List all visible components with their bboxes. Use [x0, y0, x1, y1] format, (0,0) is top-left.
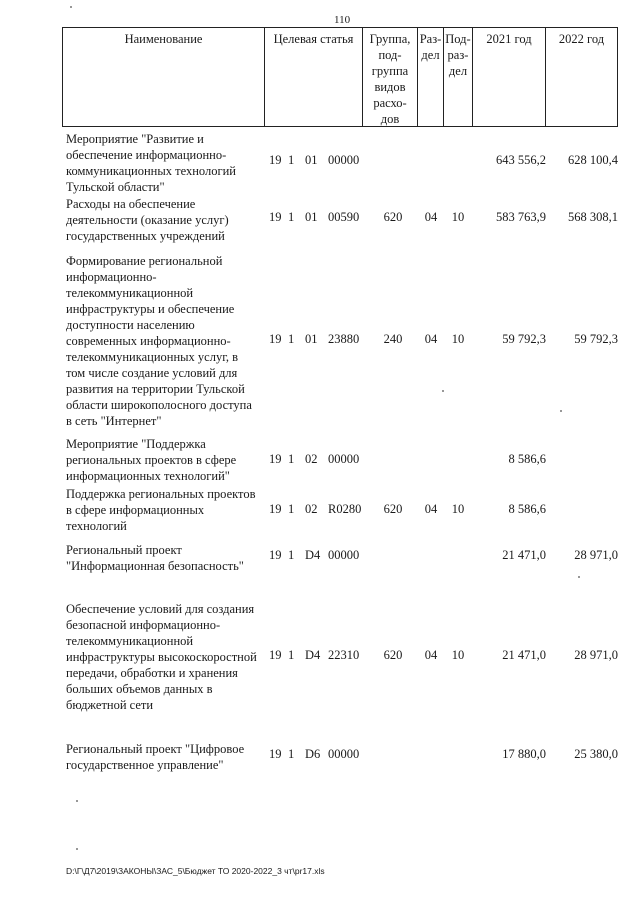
row-target-subprogram: 1: [288, 648, 295, 662]
file-path-footer: D:\Г\Д7\2019\ЗАКОНЫ\ЗАС_5\Бюджет ТО 2020-2022_3 чт\pr17.xls: [66, 866, 325, 876]
row-section: 04: [424, 648, 438, 662]
row-name: Региональный проект "Информационная безопасность": [66, 543, 244, 573]
row-group: 620: [383, 210, 403, 224]
row-2022-value: 28 971,0: [574, 648, 618, 662]
row-target-event: D6: [305, 747, 321, 761]
row-target-event: 01: [305, 332, 318, 346]
row-target-code: 23880: [328, 332, 360, 346]
row-2021-value: 21 471,0: [502, 648, 546, 662]
row-target-code: 00000: [328, 747, 360, 761]
header-section: Раз- дел: [419, 32, 442, 62]
header-name: Наименование: [124, 32, 203, 46]
row-2022-value: 28 971,0: [574, 548, 618, 562]
header-bottom-line: [62, 126, 618, 127]
row-2021-value: 8 586,6: [508, 452, 546, 466]
row-section: 04: [424, 502, 438, 516]
row-target-event: D4: [305, 648, 321, 662]
scan-speck: [442, 390, 444, 392]
row-2021-value: 59 792,3: [502, 332, 546, 346]
row-target-program: 19: [269, 648, 282, 662]
row-target-code: 00000: [328, 548, 360, 562]
header-2022: 2022 год: [558, 32, 605, 46]
row-target-event: 02: [305, 452, 318, 466]
row-target-subprogram: 1: [288, 332, 295, 346]
row-target-subprogram: 1: [288, 452, 295, 466]
row-name: Формирование региональной информационно- телекоммуникационной инфраструктуры и обеспечение доступности населению современных информационно- телекоммуникационных услуг, в том числе создание условий для развития на территории Тульской области широкополосного доступа в сеть "Интернет": [66, 254, 252, 428]
row-target-subprogram: 1: [288, 747, 295, 761]
row-target-code: 22310: [328, 648, 360, 662]
row-2021-value: 17 880,0: [502, 747, 546, 761]
row-subsection: 10: [451, 502, 465, 516]
row-section: 04: [424, 332, 438, 346]
row-2021-value: 8 586,6: [508, 502, 546, 516]
row-target-subprogram: 1: [288, 210, 295, 224]
row-group: 240: [383, 332, 403, 346]
scan-speck: [76, 848, 78, 850]
row-name: Поддержка региональных проектов в сфере информационных технологий: [66, 487, 256, 533]
header-target: Целевая статья: [273, 32, 354, 46]
row-target-event: 01: [305, 210, 318, 224]
row-target-program: 19: [269, 452, 282, 466]
scan-speck: [578, 576, 580, 578]
row-name: Мероприятие "Развитие и обеспечение информационно- коммуникационных технологий Тульской области": [66, 132, 236, 194]
page-number: 110: [334, 14, 351, 26]
row-2021-value: 643 556,2: [496, 153, 546, 167]
row-subsection: 10: [451, 210, 465, 224]
row-2022-value: 628 100,4: [568, 153, 618, 167]
header-group: Группа, под- группа видов расхо- дов: [369, 32, 411, 126]
row-group: 620: [383, 502, 403, 516]
row-group: 620: [383, 648, 403, 662]
header-divider: [617, 27, 618, 127]
row-target-subprogram: 1: [288, 153, 295, 167]
row-name: Обеспечение условий для создания безопасной информационно- телекоммуникационной инфраструктуры высокоскоростной передачи, обработки и хранения больших объемов данных в бюджетной сети: [66, 602, 257, 712]
row-target-event: 01: [305, 153, 318, 167]
scan-speck: [560, 410, 562, 412]
row-target-event: D4: [305, 548, 321, 562]
row-2022-value: 25 380,0: [574, 747, 618, 761]
header-top-line: [62, 27, 618, 28]
row-name: Региональный проект "Цифровое государственное управление": [66, 742, 245, 772]
row-target-program: 19: [269, 332, 282, 346]
header-2021: 2021 год: [486, 32, 532, 46]
row-target-program: 19: [269, 747, 282, 761]
row-target-event: 02: [305, 502, 318, 516]
row-name: Расходы на обеспечение деятельности (оказание услуг) государственных учреждений: [66, 197, 229, 243]
row-target-program: 19: [269, 502, 282, 516]
row-2021-value: 583 763,9: [496, 210, 546, 224]
row-2022-value: 59 792,3: [574, 332, 618, 346]
row-target-program: 19: [269, 548, 282, 562]
row-2022-value: 568 308,1: [568, 210, 618, 224]
row-target-code: 00000: [328, 452, 360, 466]
row-target-code: R0280: [328, 502, 362, 516]
row-subsection: 10: [451, 332, 465, 346]
scan-speck: [70, 6, 72, 8]
row-section: 04: [424, 210, 438, 224]
row-target-code: 00000: [328, 153, 360, 167]
header-subsection: Под- раз- дел: [445, 32, 471, 78]
scan-speck: [76, 800, 78, 802]
row-target-program: 19: [269, 210, 282, 224]
row-target-subprogram: 1: [288, 548, 295, 562]
row-target-code: 00590: [328, 210, 360, 224]
row-2021-value: 21 471,0: [502, 548, 546, 562]
row-subsection: 10: [451, 648, 465, 662]
row-target-program: 19: [269, 153, 282, 167]
row-name: Мероприятие "Поддержка региональных проектов в сфере информационных технологий": [66, 437, 237, 483]
row-target-subprogram: 1: [288, 502, 295, 516]
